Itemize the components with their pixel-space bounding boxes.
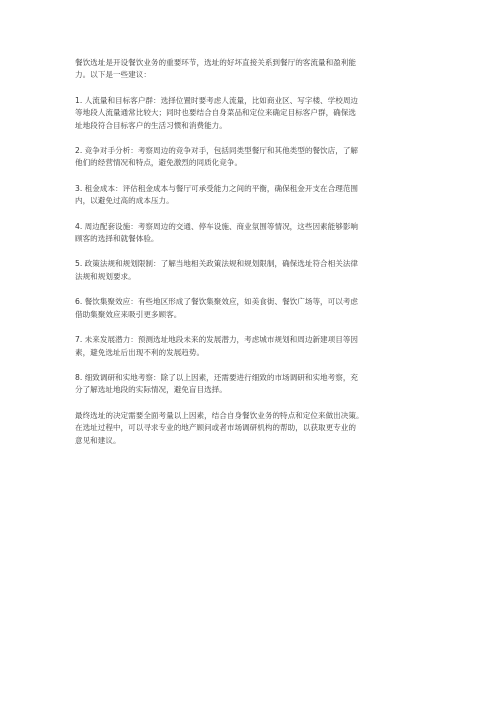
text-line: 5. 政策法规和规划限制：了解当地相关政策法规和规划限制，确保选址符合相关法律 [75,259,359,269]
text-line: 3. 租金成本：评估租金成本与餐厅可承受能力之间的平衡，确保租金开支在合理范围 [75,183,359,193]
tip-5-paragraph [75,258,425,283]
tip-8-paragraph [75,372,425,397]
tip-4-paragraph [75,221,425,246]
text-line: 法规和规划要求。 [75,271,136,281]
text-line: 等地段人流量通常比较大；同时也要结合自身菜品和定位来确定目标客户群，确保选 [75,108,356,118]
text-line: 1. 人流量和目标客户群：选择位置时要考虑人流量，比如商业区、写字楼、学校周边 [75,95,359,105]
tip-7-paragraph [75,334,425,359]
tip-3-paragraph [75,183,425,208]
text-line: 内，以避免过高的成本压力。 [75,196,174,206]
text-line: 2. 竞争对手分析：考察周边的竞争对手，包括同类型餐厅和其他类型的餐饮店，了解 [75,146,359,156]
text-line: 借助集聚效应来吸引更多顾客。 [75,309,182,319]
text-line: 最终选址的决定需要全面考量以上因素，结合自身餐饮业务的特点和定位来做出决策。 [75,410,364,420]
text-line: 7. 未来发展潜力：预测选址地段未来的发展潜力，考虑城市规划和周边新建项目等因 [75,335,359,345]
text-line: 4. 周边配套设施：考察周边的交通、停车设施、商业氛围等情况，这些因素能够影响 [75,221,359,231]
text-line: 他们的经营情况和特点，避免激烈的同质化竞争。 [75,158,243,168]
text-line: 6. 餐饮集聚效应：有些地区形成了餐饮集聚效应，如美食街、餐饮广场等，可以考虑 [75,297,359,307]
text-line: 顾客的选择和就餐体验。 [75,234,159,244]
text-line: 餐饮选址是开设餐饮业务的重要环节，选址的好坏直接关系到餐厅的客流量和盈利能 [75,58,356,67]
text-line: 意见和建议。 [75,435,121,445]
intro-paragraph [75,57,425,82]
text-line: 在选址过程中，可以寻求专业的地产顾问或者市场调研机构的帮助，以获取更专业的 [75,423,356,433]
text-line: 8. 细致调研和实地考察：除了以上因素，还需要进行细致的市场调研和实地考察，充 [75,372,359,382]
text-line: 址地段符合目标客户的生活习惯和消费能力。 [75,120,227,130]
text-line: 力。以下是一些建议： [75,70,151,80]
text-line: 素，避免选址后出现不利的发展趋势。 [75,347,205,357]
document-body [75,57,425,460]
tip-6-paragraph [75,296,425,321]
conclusion-paragraph [75,410,425,447]
tip-1-paragraph [75,95,425,132]
text-line: 分了解选址地段的实际情况，避免盲目选择。 [75,385,227,395]
tip-2-paragraph [75,145,425,170]
